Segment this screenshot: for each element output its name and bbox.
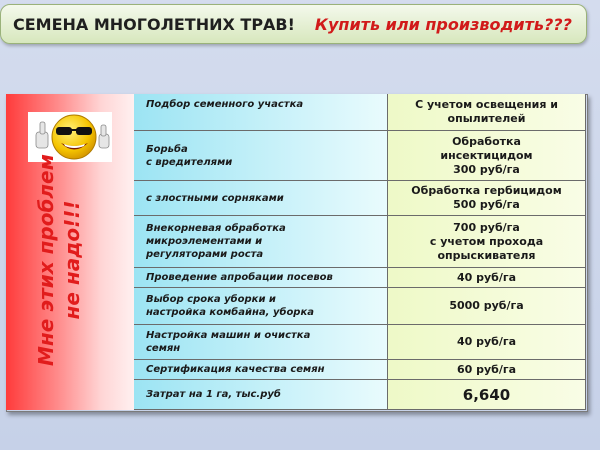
cost-cell: 40 руб/га xyxy=(388,268,586,288)
task-cell: Сертификация качества семян xyxy=(134,360,388,380)
table-row xyxy=(134,131,586,181)
table-row xyxy=(134,360,586,380)
banner-title: СЕМЕНА МНОГОЛЕТНИХ ТРАВ! xyxy=(13,14,295,34)
table-row xyxy=(134,325,586,360)
table-row xyxy=(134,268,586,288)
title-banner xyxy=(0,4,587,44)
task-cell: Настройка машин и очистка семян xyxy=(134,325,388,360)
cost-table xyxy=(134,94,586,410)
cost-cell: Обработка инсектицидом 300 руб/га xyxy=(388,131,586,181)
cost-cell: 700 руб/га с учетом прохода опрыскивателя xyxy=(388,216,586,268)
table-row xyxy=(134,216,586,268)
table-row-total xyxy=(134,380,586,410)
total-label-cell: Затрат на 1 га, тыс.руб xyxy=(134,380,388,410)
side-panel-line1: Мне этих проблем xyxy=(34,154,58,366)
total-value-cell: 6,640 xyxy=(388,380,586,410)
task-cell: Проведение апробации посевов xyxy=(134,268,388,288)
task-cell: с злостными сорняками xyxy=(134,181,388,216)
cost-cell: 5000 руб/га xyxy=(388,288,586,325)
cost-cell: 40 руб/га xyxy=(388,325,586,360)
task-cell: Внекорневая обработка микроэлементами и регуляторами роста xyxy=(134,216,388,268)
cost-cell: С учетом освещения и опылителей xyxy=(388,94,586,131)
table-row xyxy=(134,181,586,216)
cost-cell: Обработка гербицидом 500 руб/га xyxy=(388,181,586,216)
table-row xyxy=(134,94,586,131)
task-cell: Подбор семенного участка xyxy=(134,94,388,131)
banner-question: Купить или производить??? xyxy=(314,14,572,34)
table-row xyxy=(134,288,586,325)
side-panel-text xyxy=(24,140,94,380)
side-panel-line2: не надо!!! xyxy=(60,200,84,320)
task-cell: Борьба с вредителями xyxy=(134,131,388,181)
cost-cell: 60 руб/га xyxy=(388,360,586,380)
task-cell: Выбор срока уборки и настройка комбайна, уборка xyxy=(134,288,388,325)
